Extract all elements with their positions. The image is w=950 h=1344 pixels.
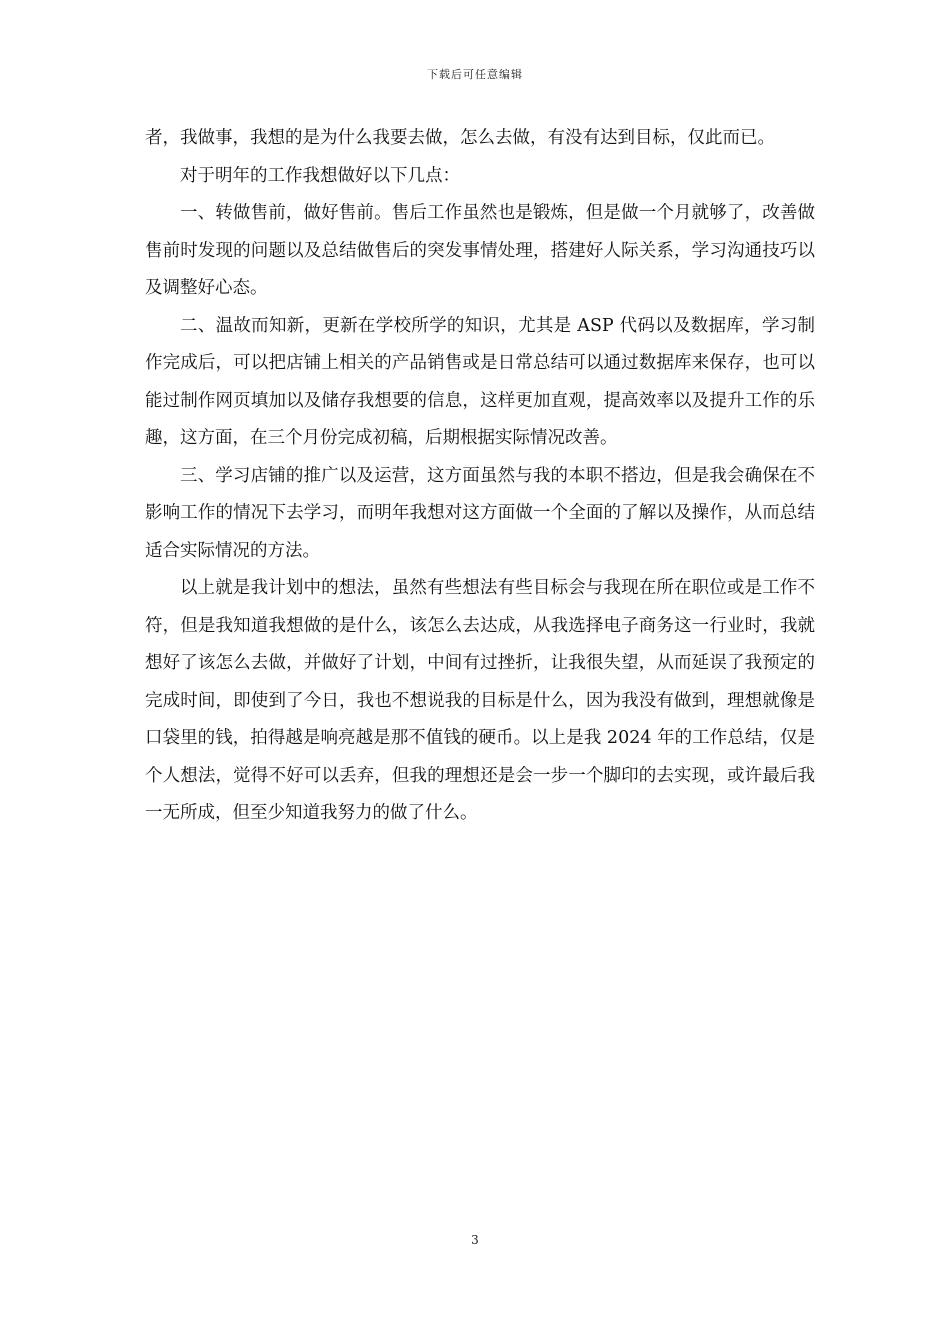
paragraph-point-1: 一、转做售前，做好售前。售后工作虽然也是锻炼，但是做一个月就够了，改善做售前时发现的问题以及总结做售后的突发事情处理，搭建好人际关系，学习沟通技巧以及调整好心态。 — [145, 203, 815, 298]
paragraph-conclusion: 以上就是我计划中的想法，虽然有些想法有些目标会与我现在所在职位或是工作不符，但是我知道我想做的是什么，该怎么去达成，从我选择电子商务这一行业时，我就想好了该怎么去做，并做好了计划，中间有过挫折，让我很失望，从而延误了我预定的完成时间，即使到了今日，我也不想说我的目标是什么，因为我没有做到，理想就像是口袋里的钱，拍得越是响亮越是那不值钱的硬币。以上是我 2024 年的工作总结，仅是个人想法，觉得不好可以丢弃，但我的理想还是会一步一个脚印的去实现，或许最后我一无所成，但至少知道我努力的做了什么。 — [145, 578, 815, 823]
page-header: 下载后可任意编辑 — [427, 68, 523, 81]
paragraph-continuation: 者，我做事，我想的是为什么我要去做，怎么去做，有没有达到目标，仅此而已。 — [145, 128, 775, 148]
paragraph-point-3: 三、学习店铺的推广以及运营，这方面虽然与我的本职不搭边，但是我会确保在不影响工作的情况下去学习，而明年我想对这方面做一个全面的了解以及操作，从而总结适合实际情况的方法。 — [145, 465, 815, 561]
document-body — [145, 120, 815, 833]
page-number: 3 — [471, 1233, 479, 1247]
paragraph-point-2: 二、温故而知新，更新在学校所学的知识，尤其是 ASP 代码以及数据库，学习制作完成后，可以把店铺上相关的产品销售或是日常总结可以通过数据库来保存，也可以能过制作网页填加以及储存我想要的信息，这样更加直观，提高效率以及提升工作的乐趣，这方面，在三个月份完成初稿，后期根据实际情况改善。 — [145, 315, 815, 448]
paragraph-intro: 对于明年的工作我想做好以下几点： — [180, 165, 460, 186]
